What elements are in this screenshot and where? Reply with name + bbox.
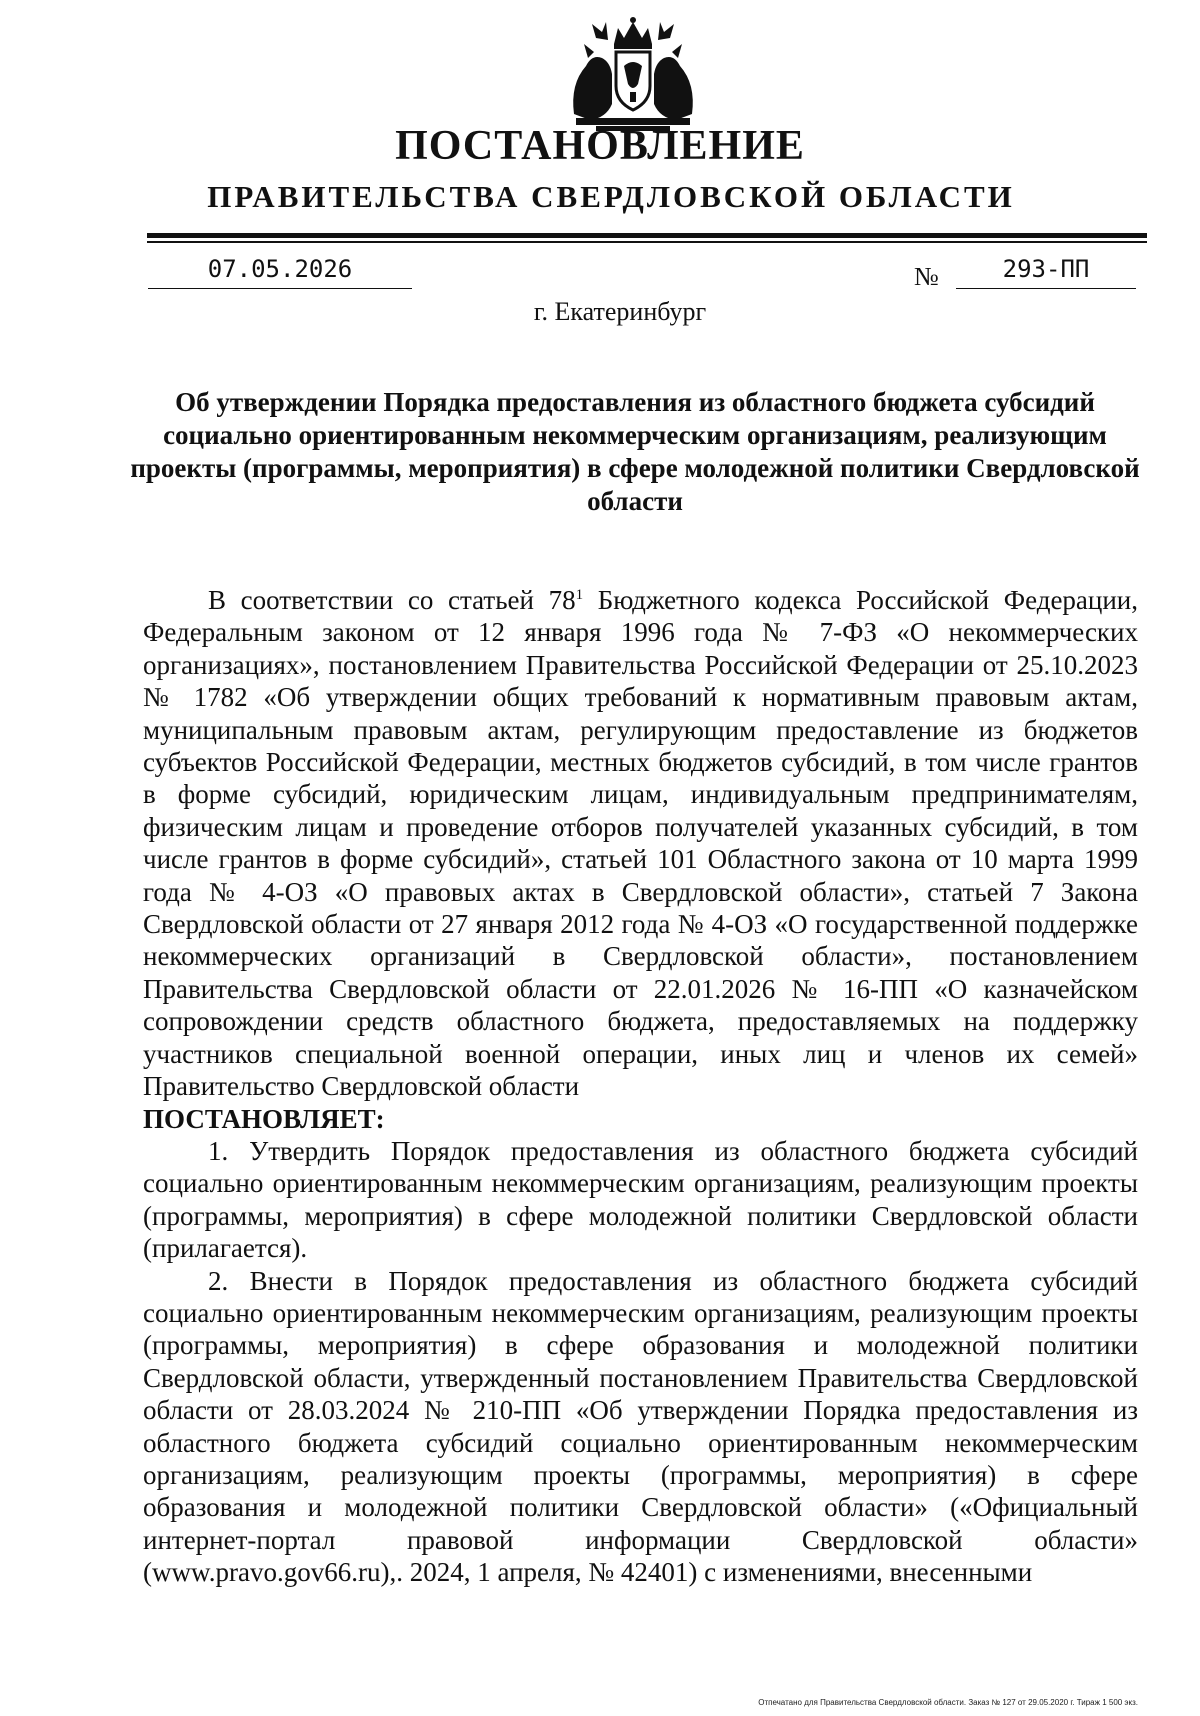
document-number: 293-ПП — [1002, 255, 1090, 283]
document-body — [143, 584, 1138, 1589]
document-subtitle: ПРАВИТЕЛЬСТВА СВЕРДЛОВСКОЙ ОБЛАСТИ — [207, 179, 1015, 214]
article-superscript: 1 — [575, 587, 584, 603]
print-footer: Отпечатано для Правительства Свердловской области. Заказ № 127 от 29.05.2020 г. Тираж 1 500 экз. — [758, 1698, 1138, 1707]
intro-paragraph — [143, 584, 1138, 1103]
document-city: г. Екатеринбург — [533, 297, 707, 326]
header-divider-thick — [147, 233, 1147, 238]
intro-text-start: В соответствии со статьей 78 — [208, 585, 576, 615]
item-2-paragraph: 2. Внести в Порядок предоставления из областного бюджета субсидий социально ориентированным некоммерческим организациям, реализующим проекты (программы, мероприятия) в сфере образования и молодежной политики Свердловской области, утвержденный постановлением Правительства Свердловской области от 28.03.2024 № 210-ПП «Об утверждении Порядка предоставления из областного бюджета субсидий социально ориентированным некоммерческим организациям, реализующим проекты (программы, мероприятия) в сфере образования и молодежной политики Свердловской области» («Официальный интернет-портал правовой информации Свердловской области» (www.pravo.gov66.ru),. 2024, 1 апреля, № 42401) с изменениями, внесенными — [143, 1265, 1138, 1588]
coat-of-arms-icon — [566, 14, 700, 132]
date-underline — [148, 288, 412, 289]
number-sign: № — [914, 262, 939, 291]
document-heading: Об утверждении Порядка предоставления из областного бюджета субсидий социально ориентированным некоммерческим организациям, реализующим проекты (программы, мероприятия) в сфере молодежной политики Свердловской области — [130, 387, 1140, 516]
intro-text-rest: Бюджетного кодекса Российской Федерации, Федеральным законом от 12 января 1996 года № 7-ФЗ «О некоммерческих организациях», постановлением Правительства Российской Федерации от 25.10.2023 № 1782 «Об утверждении общих требований к нормативным правовым актам, муниципальным правовым актам, регулирующим предоставление из бюджетов субъектов Российской Федерации, местных бюджетов субсидий, в том числе грантов в форме субсидий, юридическим лицам, индивидуальным предпринимателям, физическим лицам и проведение отборов получателей указанных субсидий, в том числе грантов в форме субсидий», статьей 101 Областного закона от 10 марта 1999 года № 4-ОЗ «О правовых актах в Свердловской области», статьей 7 Закона Свердловской области от 27 января 2012 года № 4-ОЗ «О государственной поддержке некоммерческих организаций в Свердловской области», постановлением Правительства Свердловской области от 22.01.2026 № 16-ПП «О казначейском сопровождении средств областного бюджета, предоставляемых на поддержку участников специальной военной операции, иных лиц и членов их семей» Правительство Свердловской области — [143, 585, 1139, 1102]
item-1-paragraph: 1. Утвердить Порядок предоставления из областного бюджета субсидий социально ориентированным некоммерческим организациям, реализующим проекты (программы, мероприятия) в сфере молодежной политики Свердловской области (прилагается). — [143, 1135, 1138, 1264]
document-date: 07.05.2026 — [207, 255, 353, 283]
number-underline — [956, 288, 1136, 289]
document-title: ПОСТАНОВЛЕНИЕ — [395, 123, 805, 169]
resolves-heading: ПОСТАНОВЛЯЕТ: — [143, 1103, 385, 1134]
header-divider-thin — [147, 241, 1147, 243]
